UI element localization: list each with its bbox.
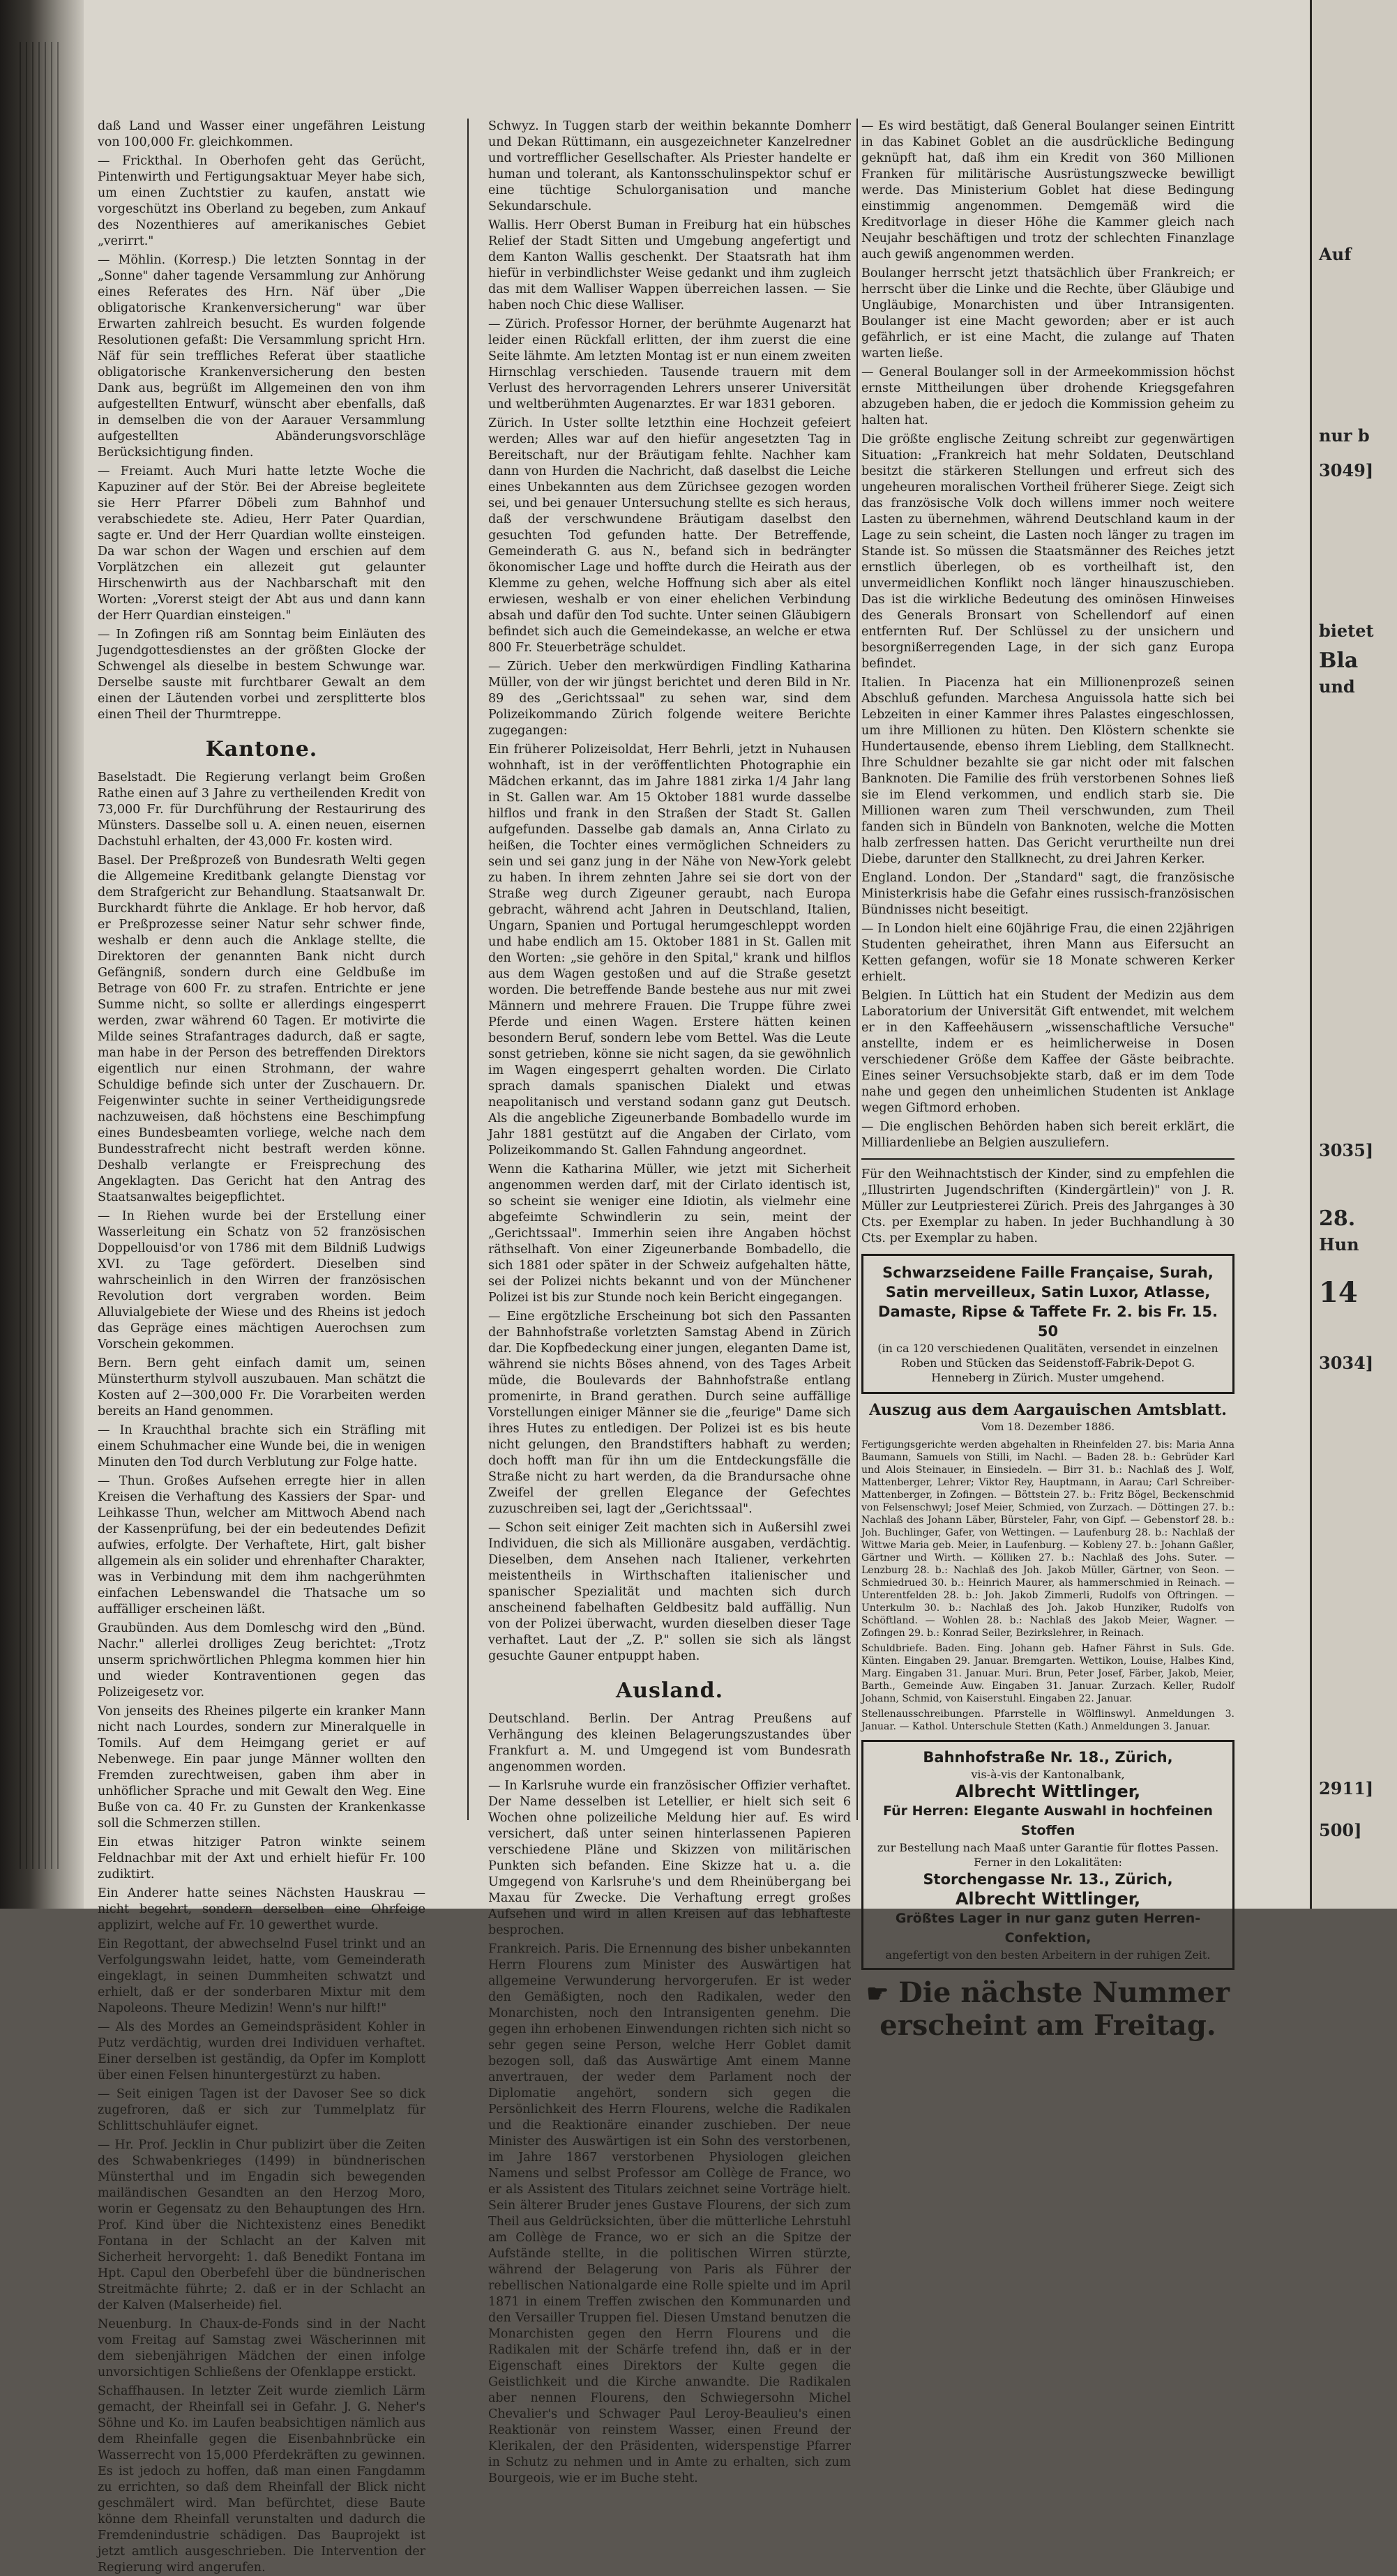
article-deutschland: Deutschland. Berlin. Der Antrag Preußens auf Verhängung des kleinen Belagerungszustandes über Frankfurt a. M. und Umgegend ist vom Bundesrath angenommen worden. [488, 1712, 851, 1774]
article-schwyz: Schwyz. In Tuggen starb der weithin bekannte Domherr und Dekan Rüttimann, ein ausgezeichneter Kanzelredner und vortrefflicher Gesellschafter. Als Priester handelte er human und tolerant, als Kantonsschulinspektor schuf er eine tüchtige Schulorganisation und manche Sekundarschule. [488, 119, 851, 213]
ad-body: (in ca 120 verschiedenen Qualitäten, versendet in einzelnen Roben und Stücken das Seidenstoff-Fabrik-Depot G. Henneberg in Zürich. Muster umgehend. [877, 1342, 1218, 1384]
adjacent-page-text: 500] [1319, 1820, 1362, 1840]
adjacent-page-text: 3035] [1319, 1140, 1374, 1160]
article-text: Die größte englische Zeitung schreibt zur gegenwärtigen Situation: „Frankreich hat mehr Soldaten, Deutschland besitzt die stärkeren Stellungen und erfreut sich des ungeheuren moralischen Vortheil früherer Siege. Zeigt sich das französische Volk doch willens immer noch weitere Lasten zu übernehmen, während Deutschland kaum in der Lage zu sein scheint, die Lasten noch länger zu tragen im Stande ist. So müssen die Staatsmänner des Reiches jetzt ernstlich überlegen, ob es vortheilhaft ist, den unvermeidlichen Konflikt noch länger hinauszuschieben. Das ist die wirkliche Bedeutung des ominösen Hinweises des Generals Bronsart von Schellendorf auf einen entfernten Ruf. Der Schlüssel zu der unsichern und besorgnißerregenden Lage, in der sich ganz Europa befindet. [861, 432, 1234, 671]
article-moehlin: — Möhlin. (Korresp.) Die letzten Sonntag in der „Sonne" daher tagende Versammlung zur Anhörung eines Referates des Hrn. Näf über „Die obligatorische Krankenversicherung" war über Erwarten zahlreich besucht. Es wurden folgende Resolutionen gefaßt: Die Versammlung spricht Hrn. Näf für sein treffliches Referat über staatliche obligatorische Krankenversicherung den besten Dank aus, begrüßt im Allgemeinen den von ihm aufgestellten Entwurf, wünscht aber ebenfalls, daß in demselben die von der Aarauer Versammlung aufgestellten Abänderungsvorschläge Berücksichtigung finden. [98, 253, 425, 460]
article-text: — Als des Mordes an Gemeindspräsident Kohler in Putz verdächtig, wurden drei Individuen verhaftet. Einer derselben ist geständig, da Opfer im Komplott über einen Felsen hinuntergestürzt zu haben. [98, 2020, 425, 2082]
advertisement-henneberg [861, 1254, 1234, 1394]
article-text: Ein etwas hitziger Patron winkte seinem Feldnachbar mit der Axt und erhielt hiefür Fr. 100 zudiktirt. [98, 1835, 425, 1881]
adjacent-page-text: und [1319, 676, 1355, 697]
article-frankreich: Frankreich. Paris. Die Ernennung des bisher unbekannten Herrn Flourens zum Minister des Auswärtigen hat allgemeine Verwunderung hervorgerufen. Er ist weder den Gemäßigten, noch den Radikalen, weder den Monarchisten, noch den Intransigenten genehm. Die gegen ihn erhobenen Einwendungen richten sich nicht so sehr gegen seine Person, welche Herr Goblet damit bezogen soll, daß das Auswärtige Amt einem Manne anvertrauen, der weder dem Parlament noch der Diplomatie angehört, sondern sich gegen die Persönlichkeit des Herrn Flourens, welche die Radikalen und die Reaktionäre einander zuschieben. Der neue Minister des Auswärtigen ist ein Sohn des verstorbenen, im Jahre 1867 verstorbenen Physiologen gleichen Namens und selbst Professor am Collège de France, wo er als Assistent des Titulars zeichnet seine Vorträge hielt. Sein älterer Bruder jenes Gustave Flourens, der sich zum Theil aus Geldrücksichten, über die mütterliche Lehrstuhl am Collège de France, wo er sich an die Spitze der Aufstände stellte, in die politischen Wirren stürzte, während der Belagerung von Paris als Führer der rebellischen Nationalgarde eine Rolle spielte und im April 1871 in einem Treffen zwischen den Kommunarden und den Versailler Truppen fiel. Diesen Umstand benutzen die Monarchisten gegen den Herrn Flourens und die Radikalen mit der Schärfe trefend ihn, daß er in der Eigenschaft eines Direktors der Kulte gegen die Geistlichkeit und die Kirche anwandte. Die Radikalen aber nennen Flourens, den Schwiegersohn Michel Chevalier's und Schwager Paul Leroy-Beaulieu's einen Reaktionär von reinstem Wasser, einen Freund der Klerikalen, der den Präsidenten, widerspenstige Pfarrer in Schutz zu nehmen und in Amte zu erhalten, sich zum Bourgeois, wie er im Buche steht. [488, 1942, 851, 2485]
amtsblatt-text: Fertigungsgerichte werden abgehalten in Rheinfelden 27. bis: Maria Anna Baumann, Samuels von Stilli, im Nachl. — Baden 28. b.: Gebrüder Karl und Alois Steinauer, in Einsiedeln. — Birr 31. b.: Nachlaß des J. Wolf, Mattenberger, Lehrer; Viktor Rey, Hauptmann, in Aarau; Carl Schreiber-Mattenberger, in Zofingen. — Böttstein 27. b.: Fritz Bögel, Beckenschmid von Felsenschwyl; Josef Meier, Schmied, von Zurzach. — Döttingen 27. b.: Nachlaß des Johann Läber, Bürsteler, Fahr, von Gipf. — Gebenstorf 28. b.: Joh. Buchlinger, Gafer, von Wettingen. — Laufenburg 28. b.: Nachlaß der Wittwe Maria geb. Meier, in Laufenburg. — Kobleny 27. b.: Johann Gaßler, Gärtner und Wirth. — Kölliken 27. b.: Nachlaß des Johs. Suter. — Lenzburg 28. b.: Nachlaß des Joh. Jakob Müller, Gärtner, von Seon. — Schmiedrued 30. b.: Heinrich Maurer, als hammerschmied in Reinach. — Unterentfelden 28. b.: Joh. Jakob Zimmerli, Rudolfs von Oftringen. — Unterkulm 30. b.: Nachlaß des Joh. Jakob Hunziker, Rudolfs von Schöftland. — Wohlen 28. b.: Nachlaß des Jakob Meier, Wagner. — Zofingen 29. b.: Konrad Seiler, Bezirkslehrer, in Reinach. [861, 1439, 1234, 1639]
article-krauchthal: — In Krauchthal brachte sich ein Sträfling mit einem Schuhmacher eine Wunde bei, die in wenigen Minuten den Tod durch Verblutung zur Folge hatte. [98, 1423, 425, 1469]
article-freiamt: — Freiamt. Auch Muri hatte letzte Woche die Kapuziner auf der Stör. Bei der Abreise begleitete sie Herr Pfarrer Döbeli zum Bahnhof und verabschiedete ste. Adieu, Herr Pater Quardian, sagte er. Und der Herr Quardian wollte einsteigen. Da war schon der Wagen und erschien auf dem Vorplätzchen ein allezeit gut gelaunter Hirschenwirth aus der Nachbarschaft mit den Worten: „Vorerst steigt der Abt aus und dann kann der Herr Quardian einsteigen." [98, 464, 425, 623]
adjacent-page-text: 2911] [1319, 1778, 1374, 1798]
article-text: — General Boulanger soll in der Armeekommission höchst ernste Mittheilungen über drohende Kriegsgefahren abzugeben haben, die er jedoch die Kommission geheim zu halten hat. [861, 365, 1234, 427]
column-2 [488, 119, 851, 2485]
column-1 [98, 119, 425, 2575]
ad-headline: Schwarzseidene Faille Française, Surah, Satin merveilleux, Satin Luxor, Atlasse, Damaste, Ripse & Taffete Fr. 2. bis Fr. 15. 50 [878, 1264, 1218, 1340]
article-belgien: Belgien. In Lüttich hat ein Student der Medizin aus dem Laboratorium der Universität Gift entwendet, mit welchem er in den Kaffeehäusern „wissenschaftliche Versuche" anstellte, indem er es heimlicherweise in Dosen verschiedener Größe dem Kaffee der Gäste beibrachte. Eines seiner Versuchsobjekte starb, daß er im dem Tode nahe und gegen den unheimlichen Studenten ist Anklage wegen Giftmord erhoben. [861, 989, 1234, 1115]
adjacent-page-text: 3049] [1319, 460, 1374, 480]
article-riehen: — In Riehen wurde bei der Erstellung einer Wasserleitung ein Schatz von 52 französischen Doppellouisd'or von 1786 mit dem Bildniß Ludwigs XVI. zu Tage gefördert. Dieselben sind wahrscheinlich in den Wirren der französischen Revolution dort vergraben worden. Beim Alluvialgebiete der Wiese und des Rheins ist jedoch das Gepräge eines mächtigen Auerochsen zum Vorschein gekommen. [98, 1209, 425, 1351]
adjacent-page-edge [1310, 0, 1397, 1909]
article-graubuenden: Graubünden. Aus dem Domleschg wird den „Bünd. Nachr." allerlei drolliges Zeug berichtet: „Trotz unserm sprichwörtlichen Phlegma kommen hier hin und wieder Kontraventionen gegen das Polizeigesetz vor. [98, 1621, 425, 1699]
article-baselstadt: Baselstadt. Die Regierung verlangt beim Großen Rathe einen auf 3 Jahre zu vertheilenden Kredit von 73,000 Fr. für Durchführung der Restaurirung des Münsters. Dasselbe soll u. A. einen neuen, eisernen Dachstuhl erhalten, der 43,000 Fr. kosten wird. [98, 771, 425, 849]
article-karlsruhe: — In Karlsruhe wurde ein französischer Offizier verhaftet. Der Name desselben ist Letellier, er hielt sich seit 6 Wochen ohne polizeiliche Meldung hier auf. Es wird versichert, daß unter seinen hinterlassenen Papieren verschiedene Pläne und Skizzen von militärischen Punkten sich befanden. Eine Skizze hat u. a. die Umgegend von Karlsruhe's und dem Rheinübergang bei Maxau für Zwecke. Die Verhaftung erregt großes Aufsehen und wird in allen Kreisen auf das lebhafteste besprochen. [488, 1779, 851, 1937]
section-heading-ausland: Ausland. [615, 1679, 724, 1703]
adjacent-page-text: Auf [1319, 244, 1352, 264]
ad-merchant-name: Albrecht Wittlinger, [955, 1889, 1141, 1909]
article-text: — Seit einigen Tagen ist der Davoser See so dick zugefroren, daß er sich zur Tummelplatz für Schlittschuhläufer eignet. [98, 2087, 425, 2133]
amtsblatt-date: Vom 18. Dezember 1886. [981, 1420, 1115, 1433]
article-text: Ein Anderer hatte seines Nächsten Hauskrau — nicht begehrt, sondern derselben eine Ohrfeige applizirt, welche auf Fr. 10 gewerthet wurde. [98, 1886, 425, 1932]
ad-address-note: vis-à-vis der Kantonalbank, [971, 1768, 1125, 1781]
next-issue-notice [861, 1977, 1234, 2010]
book-binding [0, 0, 84, 1909]
article-zuerich-horner: — Zürich. Professor Horner, der berühmte Augenarzt hat leider einen Rückfall erlitten, der ihm zuerst die eine Seite lähmte. Am letzten Montag ist er nun einem zweiten Hirnschlag verschieden. Tausende trauern mit dem Verlust des hervorragenden Lehrers unserer Universität und weltberühmten Augenarztes. Er war 1831 geboren. [488, 317, 851, 411]
article-text: daß Land und Wasser einer ungefähren Leistung von 100,000 Fr. gleichkommen. [98, 119, 425, 149]
notice-line-1: Die nächste Nummer [898, 1976, 1230, 2009]
article-text: Wenn die Katharina Müller, wie jetzt mit Sicherheit angenommen werden darf, mit der Cirlato identisch ist, so scheint sie weniger eine Idiotin, als vielmehr eine abgefeimte Schwindlerin zu sein, meint der „Gerichtssaal". Immerhin seien ihre Angaben höchst räthselhaft. Von einer Zigeunerbande Bombadello, die sich 1881 oder später in der Schweiz aufgehalten hätte, sei der Polizei nichts bekannt und von der Münchener Polizei ist bis zur Stunde noch kein Bericht eingegangen. [488, 1162, 851, 1305]
ad-address: Storchengasse Nr. 13., Zürich, [923, 1871, 1173, 1888]
article-wallis: Wallis. Herr Oberst Buman in Freiburg hat ein hübsches Relief der Stadt Sitten und Umgebung angefertigt und dem Kanton Wallis geschenkt. Der Staatsrath hat ihm hiefür in verbindlichster Weise gedankt und ihm zugleich das mit dem Walliser Wappen überreichen lassen. — Sie haben noch Chic diese Walliser. [488, 218, 851, 312]
ad-line: angefertigt von den besten Arbeitern in der ruhigen Zeit. [885, 1948, 1211, 1962]
adjacent-page-text: 28. [1319, 1206, 1356, 1231]
adjacent-page-text: 14 [1319, 1276, 1358, 1309]
article-text: Boulanger herrscht jetzt thatsächlich über Frankreich; er herrscht über die Linke und die Rechte, über Gläubige und Ungläubige, Monarchisten und über Intransigenten. Boulanger ist eine Macht geworden; aber er ist auch gefährlich, er ist eine Macht, die zulange auf Thaten warten ließe. [861, 266, 1234, 361]
article-zuerich-uster: Zürich. In Uster sollte letzthin eine Hochzeit gefeiert werden; Alles war auf den hiefür angesetzten Tag in Bereitschaft, nur der Bräutigam fehlte. Nachher kam dann von Hurden die Nachricht, daß daselbst die Leiche eines Unbekannten aus dem Zürichsee gezogen worden sei, und bei genauer Untersuchung stellte es sich heraus, daß der verschwundene Bräutigam daselbst den gesuchten Tod gefunden hatte. Der Betreffende, Gemeinderath G. aus N., befand sich in bedrängter ökonomischer Lage und hoffte durch die Heirath aus der Klemme zu gehen, welche Hoffnung sich aber als eitel erwiesen, weshalb er von einer ehelichen Verbindung absah und dafür den Tod suchte. Unter seinen Gläubigern befindet sich auch die Gemeindekasse, an welche er etwa 800 Fr. Steuerbeträge schuldet. [488, 416, 851, 655]
binding-edge [20, 42, 61, 1869]
article-text: — Hr. Prof. Jecklin in Chur publizirt über die Zeiten des Schwabenkrieges (1499) in bündnerischen Münsterthal und im Engadin sich bewegenden mailändischen Gesandten an den Herzog Moro, worin er Gegensatz zu den Behauptungen des Hrn. Prof. Kind über die Nichtexistenz eines Benedikt Fontana in der Schlacht an der Kalven mit Sicherheit hervorgeht: 1. daß Benedikt Fontana im Hpt. Capul den Oberbefehl über die bündnerischen Streitmächte führte; 2. daß er in der Schlacht an der Kalven (Malserheide) fiel. [98, 2138, 425, 2312]
article-text: — Die englischen Behörden haben sich bereit erklärt, die Milliardenliebe an Belgien auszuliefern. [861, 1120, 1234, 1150]
ad-line: Ferner in den Lokalitäten: [974, 1856, 1122, 1869]
section-heading-kantone: Kantone. [205, 737, 318, 762]
pointing-hand-icon: ☛ [866, 1979, 889, 2008]
advertisement-wittlinger [861, 1740, 1234, 1970]
ad-line: Größtes Lager in nur ganz guten Herren-Confektion, [895, 1911, 1201, 1946]
column-rule [856, 119, 858, 1820]
adjacent-page-text: nur b [1319, 425, 1370, 446]
article-text: Ein früherer Polizeisoldat, Herr Behrli, jetzt in Nuhausen wohnhaft, ist in der veröffentlichten Photographie ein Mädchen erkannt, das im Jahre 1881 zirka 1/4 Jahr lang in St. Gallen war. Am 15 Oktober 1881 wurde dasselbe hilflos und frank in den Straßen der Stadt St. Gallen aufgefunden. Dasselbe gab damals an, Anna Cirlato zu heißen, die Tochter eines vermöglichen Schneiders zu sein und sei ganz jung in der Nähe von New-York gelebt zu haben. In ihrem zehnten Jahre sei sie dort von der Straße weg durch Zigeuner geraubt, nach Europa gebracht, während acht Jahren in Deutschland, Italien, Ungarn, Spanien und Portugal herumgeschleppt worden und habe endlich am 15. Oktober 1881 in St. Gallen mit den Worten: „sie gehöre in den Spital," krank und hilflos aus dem Wagen gestoßen und auf die Straße gesetzt worden. Die betreffende Bande bestehe aus nur mit zwei Männern und mehrere Frauen. Die Truppe führe zwei Pferde und einen Wagen. Erstere hätten keinen besondern Beruf, sondern lebe vom Bettel. Was die Leute sonst getrieben, könne sie nicht sagen, da sie gewöhnlich im Wagen eingesperrt gehalten worden. Die Cirlato sprach damals spanischen Dialekt und etwas neapolitanisch und verstand sodann ganz gut Deutsch. Als die angebliche Zigeunerbande Bombadello wurde im Jahr 1881 gestützt auf die Angaben der Cirlato, vom Polizeikommando St. Gallen Fahndung angeordnet. [488, 743, 851, 1158]
ad-address: Bahnhofstraße Nr. 18., Zürich, [923, 1749, 1173, 1766]
adjacent-page-text: Hun [1319, 1234, 1359, 1255]
column-3 [861, 119, 1234, 2042]
article-text: Von jenseits des Rheines pilgerte ein kranker Mann nicht nach Lourdes, sondern zur Mineralquelle in Tomils. Auf dem Heimgang geriet er auf Nebenwege. Ein paar junge Männer wollten den Fremden zurechtweisen, gaben ihm aber in unhöflicher Sprache und mit Gewalt den Weg. Eine Buße von ca. 40 Fr. zu Gunsten der Krankenkasse soll die Schmerzen stillen. [98, 1704, 425, 1831]
ad-line: zur Bestellung nach Maaß unter Garantie für flottes Passen. [877, 1841, 1219, 1854]
adjacent-page-text: 3034] [1319, 1353, 1374, 1373]
adjacent-page-text: bietet [1319, 621, 1374, 641]
article-basel: Basel. Der Preßprozeß von Bundesrath Welti gegen die Allgemeine Kreditbank gelangte Dienstag vor dem Strafgericht zur Behandlung. Staatsanwalt Dr. Burckhardt führte die Anklage. Er hob hervor, daß er Preßprozesse seiner Natur sehr schwer finde, weshalb er denn auch die Anklage stellte, die Direktoren der genannten Bank nicht durch Gefängniß, sondern durch eine Geldbuße im Betrage von 600 Fr. zu strafen. Entrichte er jene Summe nicht, so sollte er allerdings eingesperrt werden, zwar während 60 Tagen. Er motivirte die Milde seines Strafantrages dadurch, daß er sagte, man habe in der Person des betreffenden Direktors eigentlich nur einen Strohmann, der wahre Schuldige befinde sich unter der Zuschauern. Dr. Feigenwinter suchte in seiner Vertheidigungsrede nachzuweisen, daß höchstens eine Beschimpfung eines Bundesbeamten vorliege, welche nach dem Bundesstrafrecht nicht bestraft werden könne. Deshalb verlangte er Freisprechung des Angeklagten. Das Gericht hat den Antrag des Staatsanwaltes beigepflichtet. [98, 854, 425, 1204]
article-text: — Schon seit einiger Zeit machten sich in Außersihl zwei Individuen, die sich als Millionäre ausgaben, verdächtig. Dieselben, dem Ansehen nach Italiener, verkehrten meistentheils in Wirthschaften italienischer und spanischer Spezialität und machten sich durch anscheinend fabelhaften Geldbesitz bald auffällig. Nun von der Polizei überwacht, wurden dieselben dieser Tage verhaftet. Laut der „Z. P." sollen sie sich als längst gesuchte Gauner entpuppt haben. [488, 1521, 851, 1663]
article-boulanger: — Es wird bestätigt, daß General Boulanger seinen Eintritt in das Kabinet Goblet an die ausdrückliche Bedingung geknüpft hat, daß ihm ein Kredit von 360 Millionen Franken für militärische Ausrüstungszwecke bewilligt werde. Das Ministerium Goblet hat diese Bedingung einstimmig angenommen. Demgemäß wird die Kreditvorlage in dieser Höhe die Kammer gleich nach Neujahr beschäftigen und trotz der schlechten Finanzlage auch gewiß angenommen werden. [861, 119, 1234, 262]
article-italien: Italien. In Piacenza hat ein Millionenprozeß seinen Abschluß gefunden. Marchesa Anguissola hatte sich bei Lebzeiten in einer Kammer ihres Palastes eingeschlossen, um ihre Millionen zu hüten. Den Klöstern schenkte sie Hundertausende, ebenso ihrem Liebling, dem Stallknecht. Ihre Schuldner bezahlte sie gar nicht oder mit falschen Banknoten. Die Familie des früh verstorbenen Sohnes ließ sie im Elend verkommen, und endlich starb sie. Die Millionen waren zum Theil verschwunden, zum Theil fanden sich in Bündeln von Banknoten, welche die Motten halb zerfressen hatten. Das Gericht verurtheilte nun drei Diebe, darunter den Stallknecht, zu drei Jahren Kerker. [861, 676, 1234, 866]
article-text: — In London hielt eine 60jährige Frau, die einen 22jährigen Studenten geheirathet, ihren Mann aus Eifersucht an Ketten gefangen, wofür sie 18 Monate schweren Kerker erhielt. [861, 922, 1234, 984]
column-rule [467, 119, 469, 1820]
article-schaffhausen: Schaffhausen. In letzter Zeit wurde ziemlich Lärm gemacht, der Rheinfall sei in Gefahr. J. G. Neher's Söhne und Ko. im Laufen beabsichtigen nämlich aus dem Rheinfalle gegen die Eisenbahnbrücke ein Wasserrecht von 15,000 Pferdekräften zu gewinnen. Es ist jedoch zu hoffen, daß man einen Fangdamm zu errichten, so daß dem Rheinfall der Blick nicht geschmälert wird. Man befürchtet, diese Baute könne dem Rheinfall verunstalten und dadurch die Fremdenindustrie schädigen. Das Bauprojekt ist jetzt amtlich ausgeschrieben. Die Intervention der Regierung wird angerufen. [98, 2384, 425, 2575]
ad-line: Für Herren: Elegante Auswahl in hochfeinen Stoffen [883, 1803, 1213, 1838]
article-text: — Eine ergötzliche Erscheinung bot sich den Passanten der Bahnhofstraße vorletzten Samstag Abend in Zürich dar. Die Kopfbedeckung einer jungen, eleganten Dame ist, während sie nichts Böses ahnend, von des Tages Arbeit müde, die Boulevards der Bahnhofstraße entlang promenirte, in Brand gerathen. Durch seine auffällige Vorstellungen einiger Männer sie die „feurige" Dame sich ihres Hutes zu entledigen. Der Polizei ist es bis heute nicht gelungen, den Brandstifters habhaft zu werden; doch hofft man für ihn um die Entdeckungsfälle die Straße nicht zu hart werden, da die Brandursache ohne Zweifel der grellen Elegance der Gefechtes zuzuschreiben sei, lagt der „Gerichtssaal". [488, 1310, 851, 1516]
article-bern: Bern. Bern geht einfach damit um, seinen Münsterthurm stylvoll auszubauen. Man schätzt die Kosten auf 2—300,000 Fr. Die Vorarbeiten werden bereits an Hand genommen. [98, 1356, 425, 1418]
article-frickthal: — Frickthal. In Oberhofen geht das Gerücht, Pintenwirth und Fertigungsaktuar Meyer habe sich, um einen Zuchtstier zu kaufen, anstatt wie vorgeschützt ins Oberland zu begeben, zum Ankauf des Nozenthieres auf amerikanisches Gebiet „verirrt." [98, 154, 425, 248]
article-text: Ein Regottant, der abwechselnd Fusel trinkt und an Verfolgungswahn leidet, hatte, vom Gemeinderath eingeklagt, in seinen Dummheiten schwatzt und erhielt, daß er der sonderbaren Mixtur mit dem Napoleons. Theure Medizin! Wenn's nur hilft!" [98, 1937, 425, 2015]
amtsblatt-title: Auszug aus dem Aargauischen Amtsblatt. [869, 1401, 1227, 1419]
article-neuenburg: Neuenburg. In Chaux-de-Fonds sind in der Nacht vom Freitag auf Samstag zwei Wäscherinnen mit dem siebenjährigen Mädchen der einen infolge unvorsichtigen Schließens der Ofenklappe erstickt. [98, 2317, 425, 2379]
amtsblatt-text: Stellenausschreibungen. Pfarrstelle in Wölflinswyl. Anmeldungen 3. Januar. — Kathol. Unterschule Stetten (Kath.) Anmeldungen 3. Januar. [861, 1709, 1234, 1732]
notice-weihnachtstisch: Für den Weihnachtstisch der Kinder, sind zu empfehlen die „Illustrirten Jugendschriften (Kindergärtlein)" von J. R. Müller zur Leutpriesterei Zürich. Preis des Jahrganges à 30 Cts. per Exemplar zu haben. In jeder Buchhandlung à 30 Cts. per Exemplar zu haben. [861, 1167, 1234, 1245]
article-england: England. London. Der „Standard" sagt, die französische Ministerkrisis habe die Gefahr eines russisch-französischen Bündnisses nicht beseitigt. [861, 871, 1234, 917]
divider [861, 1158, 1234, 1160]
page-content [98, 119, 1234, 2575]
article-thun: — Thun. Großes Aufsehen erregte hier in allen Kreisen die Verhaftung des Kassiers der Spar- und Leihkasse Thun, welcher am Mittwoch Abend nach der Kassenprüfung, bei der ein bedeutendes Defizit aufwies, erfolgte. Der Verhaftete, Hirt, galt bisher allgemein als ein solider und ehrenhafter Charakter, was in Verbindung mit dem ihm nachgerühmten einfachen Lebenswandel die Thatsache um so auffälliger erscheinen läßt. [98, 1474, 425, 1616]
adjacent-page-text: Bla [1319, 649, 1359, 673]
article-zuerich-findling: — Zürich. Ueber den merkwürdigen Findling Katharina Müller, von der wir jüngst berichtet und deren Bild in Nr. 89 des „Gerichtssaal" zu sehen war, sind dem Polizeikommando Zürich folgende weitere Berichte zugegangen: [488, 660, 851, 738]
notice-line-2: erscheint am Freitag. [879, 2009, 1216, 2042]
amtsblatt-text: Schuldbriefe. Baden. Eing. Johann geb. Hafner Fährst in Suls. Gde. Künten. Eingaben 29. Januar. Bremgarten. Wettikon, Louise, Halbes Kind, Marg. Eingaben 31. Januar. Muri. Brun, Peter Josef, Färber, Jakob, Meier, Barth., Gemeinde Auw. Eingaben 31. Januar. Zurzach. Keller, Rudolf Johann, Schmid, von Kaiserstuhl. Eingaben 22. Januar. [861, 1643, 1234, 1704]
article-zofingen: — In Zofingen riß am Sonntag beim Einläuten des Jugendgottesdienstes an der größten Glocke der Schwengel als dieselbe in bestem Schwunge war. Derselbe sauste mit furchtbarer Gewalt an dem einen der Läutenden vorbei und zersplitterte blos einen Theil der Thurmtreppe. [98, 628, 425, 722]
ad-merchant-name: Albrecht Wittlinger, [955, 1782, 1141, 1801]
